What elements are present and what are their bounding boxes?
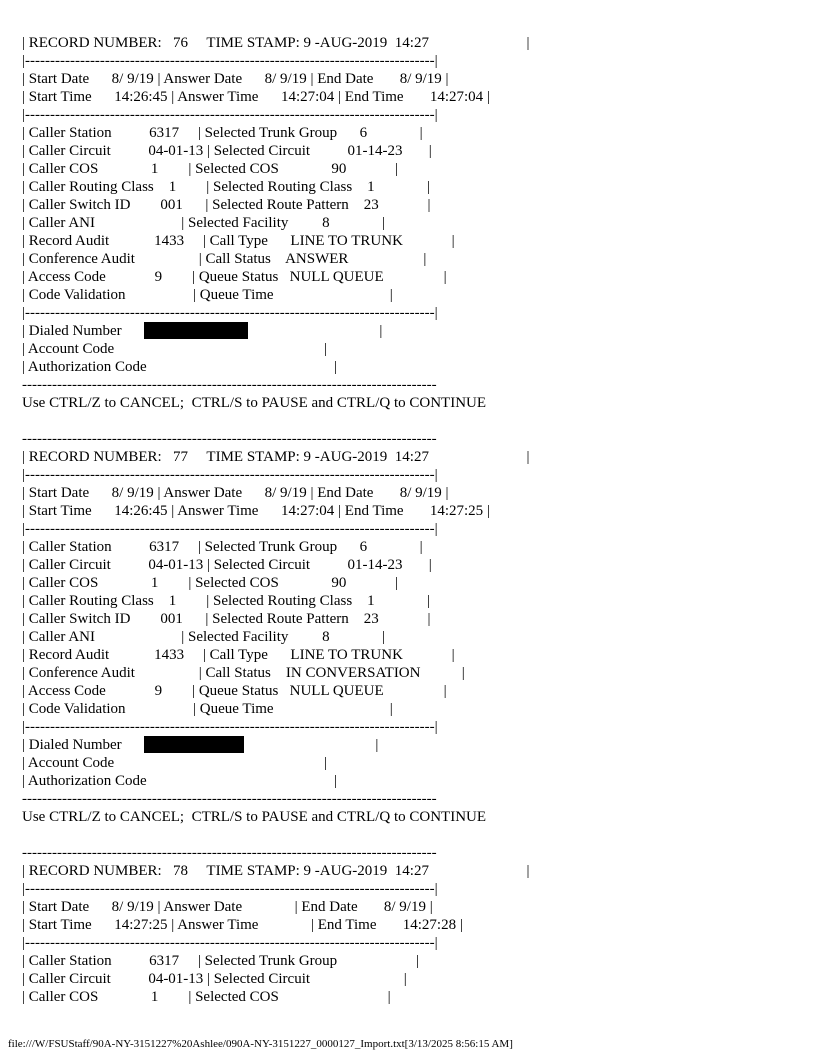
- text-line: -----------------------------------------------------------------------------------: [22, 845, 437, 861]
- text-line: | Caller ANI | Selected Facility 8 |: [22, 215, 386, 231]
- text-line: | Caller Circuit 04-01-13 | Selected Circuit |: [22, 971, 407, 987]
- text-line: | Caller Station 6317 | Selected Trunk Group 6 |: [22, 125, 423, 141]
- text-line: | Caller COS 1 | Selected COS 90 |: [22, 161, 399, 177]
- text-line: | Conference Audit | Call Status ANSWER |: [22, 251, 427, 267]
- text-line: | Code Validation | Queue Time |: [22, 287, 393, 303]
- text-line: | Caller Station 6317 | Selected Trunk Group |: [22, 953, 419, 969]
- text-line: | RECORD NUMBER: 77 TIME STAMP: 9 -AUG-2019 14:27 |: [22, 449, 530, 465]
- text-line: | Caller Switch ID 001 | Selected Route Pattern 23 |: [22, 197, 431, 213]
- text-line: | Authorization Code |: [22, 773, 338, 789]
- text-line: | Record Audit 1433 | Call Type LINE TO TRUNK |: [22, 233, 455, 249]
- text-line: | Conference Audit | Call Status IN CONVERSATION |: [22, 665, 465, 681]
- text-line: | Caller COS 1 | Selected COS 90 |: [22, 575, 399, 591]
- text-line: | Caller Circuit 04-01-13 | Selected Circuit 01-14-23 |: [22, 557, 432, 573]
- text-line: Use CTRL/Z to CANCEL; CTRL/S to PAUSE and CTRL/Q to CONTINUE: [22, 395, 487, 411]
- file-path-footer: file:///W/FSUStaff/90A-NY-3151227%20Ashlee/090A-NY-3151227_0000127_Import.txt[3/13/2025 8:56:15 AM]: [8, 1038, 513, 1050]
- text-line: |----------------------------------------------------------------------------------|: [22, 881, 438, 897]
- text-line: | Caller Routing Class 1 | Selected Routing Class 1 |: [22, 593, 431, 609]
- text-line: | Caller ANI | Selected Facility 8 |: [22, 629, 386, 645]
- text-line: | Start Date 8/ 9/19 | Answer Date 8/ 9/19 | End Date 8/ 9/19 |: [22, 71, 449, 87]
- text-line: Use CTRL/Z to CANCEL; CTRL/S to PAUSE and CTRL/Q to CONTINUE: [22, 809, 487, 825]
- document-body: [22, 34, 802, 1006]
- redaction-box: [144, 322, 248, 339]
- text-line: |----------------------------------------------------------------------------------|: [22, 719, 438, 735]
- text-line: |----------------------------------------------------------------------------------|: [22, 521, 438, 537]
- text-line: |----------------------------------------------------------------------------------|: [22, 935, 438, 951]
- text-line: | Caller Routing Class 1 | Selected Routing Class 1 |: [22, 179, 431, 195]
- text-line: -----------------------------------------------------------------------------------: [22, 791, 437, 807]
- text-line: | Caller Circuit 04-01-13 | Selected Circuit 01-14-23 |: [22, 143, 432, 159]
- text-line: | Account Code |: [22, 755, 328, 771]
- text-line: | Authorization Code |: [22, 359, 338, 375]
- text-line: | Access Code 9 | Queue Status NULL QUEUE |: [22, 269, 447, 285]
- text-line: -----------------------------------------------------------------------------------: [22, 431, 437, 447]
- text-line: | RECORD NUMBER: 76 TIME STAMP: 9 -AUG-2019 14:27 |: [22, 35, 530, 51]
- text-line: | Dialed Number |: [22, 323, 383, 339]
- text-line: [22, 412, 802, 430]
- text-line: | Start Time 14:27:25 | Answer Time | End Time 14:27:28 |: [22, 917, 463, 933]
- text-line: |----------------------------------------------------------------------------------|: [22, 467, 438, 483]
- text-line: |----------------------------------------------------------------------------------|: [22, 53, 438, 69]
- text-line: | Caller Station 6317 | Selected Trunk Group 6 |: [22, 539, 423, 555]
- text-line: | Account Code |: [22, 341, 328, 357]
- text-line: | Start Time 14:26:45 | Answer Time 14:27:04 | End Time 14:27:25 |: [22, 503, 490, 519]
- text-line: | Start Time 14:26:45 | Answer Time 14:27:04 | End Time 14:27:04 |: [22, 89, 490, 105]
- text-line: | Start Date 8/ 9/19 | Answer Date | End Date 8/ 9/19 |: [22, 899, 433, 915]
- text-line: | Start Date 8/ 9/19 | Answer Date 8/ 9/19 | End Date 8/ 9/19 |: [22, 485, 449, 501]
- text-line: [22, 826, 802, 844]
- text-line: |----------------------------------------------------------------------------------|: [22, 305, 438, 321]
- text-line: | Dialed Number |: [22, 737, 379, 753]
- text-line: | Caller Switch ID 001 | Selected Route Pattern 23 |: [22, 611, 431, 627]
- text-line: | Code Validation | Queue Time |: [22, 701, 393, 717]
- text-line: | RECORD NUMBER: 78 TIME STAMP: 9 -AUG-2019 14:27 |: [22, 863, 530, 879]
- text-line: | Record Audit 1433 | Call Type LINE TO TRUNK |: [22, 647, 455, 663]
- text-line: -----------------------------------------------------------------------------------: [22, 377, 437, 393]
- redaction-box: [144, 736, 244, 753]
- text-line: | Caller COS 1 | Selected COS |: [22, 989, 391, 1005]
- text-line: | Access Code 9 | Queue Status NULL QUEUE |: [22, 683, 447, 699]
- text-line: |----------------------------------------------------------------------------------|: [22, 107, 438, 123]
